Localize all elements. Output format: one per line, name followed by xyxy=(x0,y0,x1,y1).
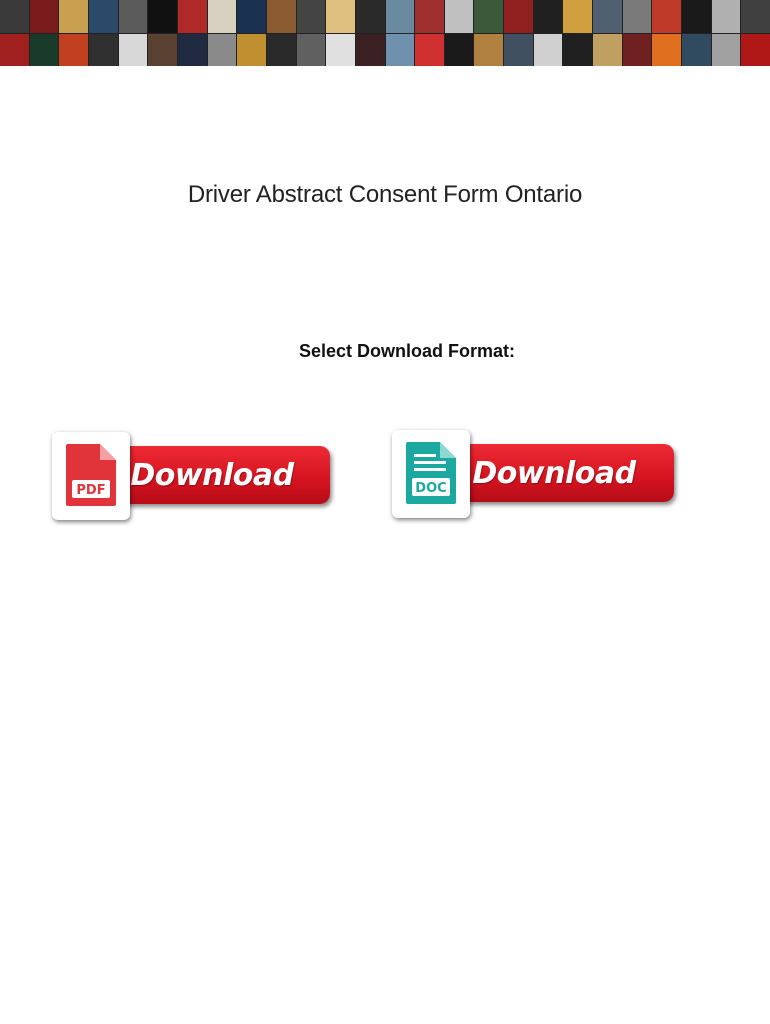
banner-tile xyxy=(89,34,118,67)
banner-tile xyxy=(474,34,503,67)
banner-tile xyxy=(415,34,444,67)
banner-tile xyxy=(178,34,207,67)
banner-tile xyxy=(178,0,207,33)
banner-tile xyxy=(297,34,326,67)
banner-tile xyxy=(326,34,355,67)
banner-tile xyxy=(534,34,563,67)
banner-tile xyxy=(712,34,741,67)
banner-tile xyxy=(237,0,266,33)
banner-tile xyxy=(474,0,503,33)
banner-tile xyxy=(593,0,622,33)
banner-tile xyxy=(267,34,296,67)
banner-tile xyxy=(59,34,88,67)
banner-tile xyxy=(504,0,533,33)
banner-tile xyxy=(623,34,652,67)
banner-tile xyxy=(386,0,415,33)
banner-tile xyxy=(415,0,444,33)
banner-tile xyxy=(30,34,59,67)
banner-tile xyxy=(652,34,681,67)
banner-tile xyxy=(445,34,474,67)
banner-tile xyxy=(0,0,29,33)
banner-tile xyxy=(741,0,770,33)
banner-tile xyxy=(119,34,148,67)
banner-tile xyxy=(563,34,592,67)
pdf-file-icon xyxy=(64,442,118,508)
banner-tile xyxy=(267,0,296,33)
pdf-file-icon-card xyxy=(52,432,130,520)
banner-tile xyxy=(148,0,177,33)
banner-tile xyxy=(623,0,652,33)
doc-download-button[interactable] xyxy=(392,430,676,520)
banner-collage xyxy=(0,0,770,66)
banner-tile xyxy=(356,0,385,33)
doc-file-icon-card xyxy=(392,430,470,518)
banner-tile xyxy=(712,0,741,33)
banner-tile xyxy=(237,34,266,67)
pdf-download-button[interactable] xyxy=(52,432,332,522)
doc-file-icon xyxy=(404,440,458,506)
banner-tile xyxy=(208,0,237,33)
banner-tile xyxy=(59,0,88,33)
pdf-download-label: Download xyxy=(130,457,294,493)
banner-tile xyxy=(119,0,148,33)
banner-tile xyxy=(593,34,622,67)
banner-tile xyxy=(534,0,563,33)
banner-tile xyxy=(356,34,385,67)
banner-tile xyxy=(208,34,237,67)
banner-tile xyxy=(0,34,29,67)
banner-tile xyxy=(89,0,118,33)
banner-tile xyxy=(148,34,177,67)
banner-tile xyxy=(682,0,711,33)
banner-tile xyxy=(297,0,326,33)
pdf-icon-label: PDF xyxy=(76,483,106,498)
banner-tile xyxy=(326,0,355,33)
page-title: Driver Abstract Consent Form Ontario xyxy=(187,181,583,208)
banner-tile xyxy=(652,0,681,33)
doc-icon-label: DOC xyxy=(415,481,447,496)
banner-tile xyxy=(682,34,711,67)
select-format-heading: Select Download Format: xyxy=(298,341,516,361)
banner-tile xyxy=(563,0,592,33)
banner-tile xyxy=(504,34,533,67)
banner-tile xyxy=(30,0,59,33)
banner-tile xyxy=(741,34,770,67)
doc-download-label: Download xyxy=(472,455,636,491)
banner-tile xyxy=(445,0,474,33)
banner-tile xyxy=(386,34,415,67)
